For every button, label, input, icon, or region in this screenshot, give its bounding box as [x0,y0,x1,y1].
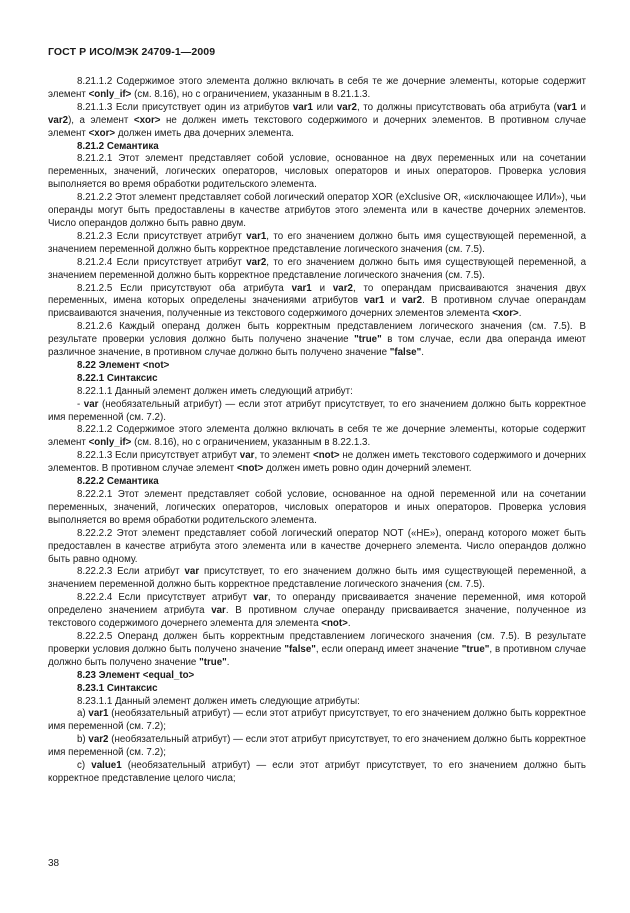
paragraph [48,708,586,734]
text-run: (необязательный атрибут) — если этот атрибут присутствует, то его значением должно быть корректное имя переменной (см. 7.2); [48,734,586,759]
bold-term: var [184,566,200,578]
section-heading [48,360,586,373]
bold-term: <only_if> [88,88,132,100]
text-run: не должен иметь текстового содержимого и дочерних элементов. В противном случае элемент [48,114,586,139]
text-run: 8.21.2.3 Если присутствует атрибут [77,230,247,242]
text-run: 8.23.1.1 Данный элемент должен иметь следующие атрибуты: [77,695,360,707]
paragraph [48,153,586,192]
text-run: - [77,398,84,410]
text-run: , если операнд имеет значение [315,643,462,655]
text-run: 8.21.2.5 Если присутствуют оба атрибута [77,282,292,294]
text-run: . В противном случае операндам присваиваются значения, полученные из текстового содержимого дочерних элементов элемента [48,295,586,320]
text-run: 8.22.1 Синтаксис [77,372,158,384]
bold-term: var2 [88,734,109,746]
text-run: 8.21.2.6 Каждый операнд должен быть корректным представлением логического значения (см. 7.5). В результате проверки условия должно быть получено значение [48,321,586,346]
document-header: ГОСТ Р ИСО/МЭК 24709-1—2009 [48,46,216,58]
text-run: и [576,101,586,113]
text-run: 8.22.1.3 Если присутствует атрибут [77,450,240,462]
text-run: 8.21.2.4 Если присутствует атрибут [77,256,247,268]
text-run: 8.22.2.3 Если атрибут [77,566,185,578]
section-heading [48,141,586,154]
bold-term: <xor> [88,127,116,139]
text-run: c) [77,760,92,772]
bold-term: var1 [364,295,385,307]
paragraph [48,489,586,528]
text-run: в том случае, если два операнда имеют различное значение, в противном случае должно быть получено значение [48,334,586,359]
text-run: 8.22 Элемент <not> [77,359,170,371]
text-run: , то операндам присваиваются значения двух переменных, имена которых определены значениями атрибутов [48,282,586,307]
bold-term: var2 [332,282,353,294]
text-run: , то элемент [254,450,314,462]
text-run: , то его значением должно быть имя существующей переменной, а значением переменной должно быть корректное представление логического значения (см. 7.5). [48,230,587,255]
bold-term: "false" [389,347,422,359]
paragraph [48,760,586,786]
text-run: (см. 8.16), но с ограничением, указанным в 8.21.1.3. [131,88,371,100]
text-run: 8.22.2.1 Этот элемент представляет собой условие, основанное на одной переменной или на сочетании переменных, значений, логических операторов, числовых операторов и иных операторов. Проверка условия выполняется во время обработки родительского элемента. [48,489,586,526]
bold-term: <not> [313,450,340,462]
bold-term: var [83,398,99,410]
paragraph [48,566,586,592]
page-number: 38 [48,858,60,869]
bold-term: var2 [336,101,357,113]
paragraph [48,592,586,631]
bold-term: "true" [199,656,227,668]
paragraph [48,424,586,450]
text-run: , то операнду присваивается значение переменной, имя которой определено значением атрибута [48,592,586,617]
text-run: 8.22.2.2 Этот элемент представляет собой логический оператор NOT («НЕ»), операнд которого может быть предоставлен в качестве атрибута этого элемента или в качестве дочернего элемента. Число операндов должно быть равно одному. [48,527,586,565]
section-heading [48,670,586,683]
bold-term: var [211,605,226,617]
bold-term: var1 [88,708,109,720]
text-run: . В противном случае операнду присваивается значение, полученное из текстового содержимого дочернего элемента для элемента [48,605,586,630]
text-run: присутствует, то его значением должно быть имя существующей переменной, а значением переменной должно быть корректное представление логического значения (см. 7.5). [48,566,586,591]
text-run: 8.22.2.5 Операнд должен быть корректным представлением логического значения (см. 7.5). В результате проверки условия должно быть получено значение [48,630,586,655]
bold-term: "true" [354,334,382,346]
text-run: (необязательный атрибут) — если этот атрибут присутствует, то его значением должно быть корректное имя переменной (см. 7.2). [48,398,586,423]
text-run: и [384,295,403,307]
text-run: и [311,282,333,294]
bold-term: <xor> [492,308,519,320]
paragraph [48,102,586,141]
text-run: a) [77,708,89,720]
bold-term: <not> [236,463,264,475]
paragraph [48,76,586,102]
bold-term: <only_if> [88,437,132,449]
section-heading [48,683,586,696]
text-run: 8.23.1 Синтаксис [77,682,158,694]
bold-term: var2 [402,295,423,307]
text-run: (необязательный атрибут) — если этот атрибут присутствует, то его значением должно быть корректное имя переменной (см. 7.2); [48,708,586,733]
bold-term: var2 [246,256,267,268]
bold-term: var [253,592,268,604]
paragraph [48,283,586,322]
text-run: (необязательный атрибут) — если этот атрибут присутствует, то его значением должно быть корректное представление целого числа; [48,760,586,784]
text-run: , то должны присутствовать оба атрибута ( [356,101,557,113]
paragraph [48,734,586,760]
paragraph [48,257,586,283]
text-run: , то его значением должно быть имя существующей переменной, а значением переменной должно быть корректное представление логического значения (см. 7.5). [48,256,587,281]
paragraph [48,450,586,476]
text-run: . [347,618,351,630]
text-run: 8.22.2 Семантика [77,476,159,488]
text-run: , в противном случае должно быть получено значение [48,643,586,668]
text-run: (см. 8.16), но с ограничением, указанным в 8.22.1.3. [131,437,371,449]
text-run: ), а элемент [68,114,134,126]
text-run: 8.22.2.4 Если присутствует атрибут [77,592,254,604]
paragraph [48,528,586,567]
paragraph [48,696,586,709]
text-run: . [226,656,230,668]
text-run: 8.21.2.2 Этот элемент представляет собой логический оператор XOR (eXclusive OR, «исключающее ИЛИ»), чьи операнды могут быть предоставлены в качестве атрибутов этого элемента или в качестве дочерних элементов. Число операндов должно быть равно двум. [48,192,586,229]
text-run: 8.21.2 Семантика [77,140,159,152]
paragraph [48,192,586,231]
paragraph [48,321,586,360]
text-run: . [518,308,522,320]
text-run: 8.22.1.1 Данный элемент должен иметь следующий атрибут: [77,385,353,397]
text-run: 8.23 Элемент <equal_to> [77,669,195,681]
section-heading [48,476,586,489]
text-run: не должен иметь текстового содержимого и дочерних элементов. В противном случае элемент [48,450,586,475]
text-run: должен иметь два дочерних элемента. [115,127,294,139]
text-run: b) [77,734,89,746]
bold-term: "false" [284,643,316,655]
text-run: 8.22.1.2 Содержимое этого элемента должно включать в себя те же дочерние элементы, которые содержит элемент [48,424,586,449]
paragraph [48,386,586,399]
bold-term: var1 [291,282,312,294]
bold-term: var [239,450,255,462]
bold-term: <xor> [133,114,161,126]
text-run: 8.21.2.1 Этот элемент представляет собой условие, основанное на двух переменных или на сочетании переменных, значений, логических операторов, числовых операторов и иных операторов. Проверка условия выполняется во время обработки родительского элемента. [48,153,586,191]
bold-term: var1 [556,101,577,113]
bold-term: "true" [461,643,490,655]
paragraph [48,399,586,425]
bold-term: var1 [246,230,267,242]
text-run: . [421,347,424,359]
paragraph [48,231,586,257]
text-run: 8.21.1.2 Содержимое этого элемента должно включать в себя те же дочерние элементы, которые содержит элемент [48,76,586,100]
text-run: должен иметь ровно один дочерний элемент. [263,463,472,475]
section-heading [48,373,586,386]
paragraph [48,631,586,670]
text-run: 8.21.1.3 Если присутствует один из атрибутов [77,101,293,113]
bold-term: value1 [91,760,122,772]
document-body [48,76,586,786]
text-run: или [312,101,337,113]
bold-term: <not> [321,618,348,630]
bold-term: var2 [48,114,69,126]
bold-term: var1 [292,101,313,113]
